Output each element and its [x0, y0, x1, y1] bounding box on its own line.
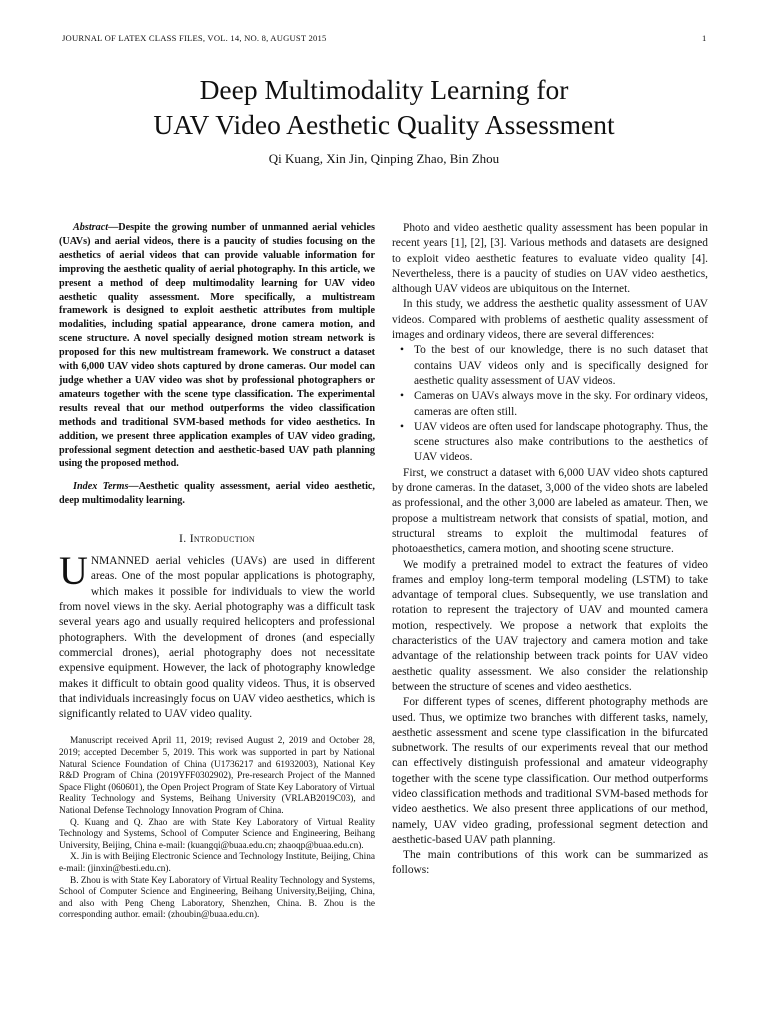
body-paragraph: For different types of scenes, different photography methods are used. Thus, we optimize two branches with different tasks, namely, aesthetic assessment and scene type classification in the bifurcated subnetwork. The results of our experiments reveal that our method can effectively distinguish professional and amateur videography together with the scene type classification. Our method outperforms video classification methods and traditional SVM-based methods for video aesthetics. We also present three applications of our method, namely, UAV video grading, professional segment detection and aesthetic-based UAV path planning.: [392, 696, 708, 846]
paper-title: [0, 72, 768, 142]
left-column: [59, 221, 375, 922]
bullet-icon: •: [400, 344, 404, 357]
running-header: JOURNAL OF LATEX CLASS FILES, VOL. 14, NO. 8, AUGUST 2015: [62, 33, 327, 43]
footnote-affiliation-zhou: B. Zhou is with State Key Laboratory of Virtual Reality Technology and Systems, School of Computer Science and Engineering, Beihang University,Beijing, China, and also with Peng Cheng Laboratory, Shenzhen, China. B. Zhou is the corresponding author. email: (zhoubin@buaa.edu.cn).: [59, 875, 375, 921]
list-item: [392, 343, 708, 389]
introduction-paragraph: [59, 548, 375, 722]
abstract-text: —Despite the growing number of unmanned aerial vehicles (UAVs) and aerial videos, there is a paucity of studies focusing on the aesthetics of aerial videos that can provide valuable information for improving the aesthetic quality of aerial photography. In this article, we present a method of deep multimodality learning for UAV video aesthetic quality assessment. More specifically, a multistream framework is designed to exploit aesthetic attributes from multiple modalities, including spatial appearance, drone camera motion, and scene structure. A novel specially designed motion stream network is proposed for this new multistream framework. We construct a dataset with 6,000 UAV video shots captured by drone cameras. Our model can judge whether a UAV video was shot by professional photographers or amateurs together with the scene type classification. The experimental results reveal that our method outperforms the video classification methods and traditional SVM-based methods for video aesthetics. In addition, we present three application examples of UAV video grading, professional segment detection and aesthetic-based UAV path planning using the proposed method.: [59, 222, 375, 470]
page-number: 1: [702, 33, 707, 43]
body-paragraph: Photo and video aesthetic quality assessment has been popular in recent years [1], [2], [3]. Various methods and datasets are designed to exploit video aesthetic features to evaluate video quality [4]. Nevertheless, there is a paucity of studies on UAV video aesthetics, although UAV videos are ubiquitous on the Internet.: [392, 222, 708, 296]
body-paragraph: The main contributions of this work can be summarized as follows:: [392, 849, 708, 877]
list-item-text: Cameras on UAVs always move in the sky. For ordinary videos, cameras are often still.: [414, 390, 708, 418]
index-terms: [59, 480, 375, 508]
footnote-affiliation-kuang-zhao: Q. Kuang and Q. Zhao are with State Key Laboratory of Virtual Reality Technology and Systems, School of Computer Science and Engineering, Beihang University, Beijing, China e-mail: (kuangqi@buaa.edu.cn; zhaoqp@buaa.edu.cn).: [59, 817, 375, 851]
list-item: [392, 420, 708, 466]
paper-title-line-2: UAV Video Aesthetic Quality Assessment: [153, 109, 615, 140]
list-item-text: To the best of our knowledge, there is no such dataset that contains UAV videos only and is specifically designed for aesthetic quality assessment of UAV videos.: [414, 344, 708, 387]
footnote-manuscript: Manuscript received April 11, 2019; revised August 2, 2019 and October 28, 2019; accepted December 5, 2019. This work was supported in part by National Natural Science Foundation of China (U1736217 and 61932003), National Key R&D Program of China (2019YFF0302902), Pre-research Project of the Manned Space Flight (060601), the Open Project Program of State Key Laboratory of Virtual Reality Technology and Systems, Beihang University (VRLAB2019C03), and National Defense Technology Innovation Program of China.: [59, 736, 375, 816]
section-title: Introduction: [189, 531, 256, 546]
right-column: [392, 221, 708, 879]
introduction-text: NMANNED aerial vehicles (UAVs) are used in different areas. One of the most popular applications is photography, which makes it possible for individuals to view the world from novel views in the sky. Aerial photography was a difficult task several years ago and usually required helicopters and professional photographers. With the development of drones (and especially commercial drones), aerial photography does not necessitate expensive equipment. However, the lack of photography knowledge makes it difficult to obtain good quality videos. Thus, it is observed that individuals increasingly focus on UAV video aesthetics, which is significantly related to UAV video quality.: [59, 555, 375, 721]
footnote-affiliation-jin: X. Jin is with Beijing Electronic Science and Technology Institute, Beijing, China e-mail: (jinxin@besti.edu.cn).: [59, 852, 375, 874]
abstract: [59, 221, 375, 471]
footnotes: [59, 736, 375, 922]
list-item-text: UAV videos are often used for landscape photography. Thus, the scene structures also make contributions to the aesthetics of UAV videos.: [414, 420, 708, 464]
differences-list: [392, 343, 708, 465]
abstract-label: Abstract: [73, 222, 109, 233]
bullet-icon: •: [400, 390, 404, 403]
index-terms-label: Index Terms: [73, 481, 129, 493]
list-item: [392, 389, 708, 420]
section-number: I.: [178, 531, 187, 546]
section-heading-introduction: [59, 531, 375, 546]
body-paragraph: In this study, we address the aesthetic quality assessment of UAV videos. Compared with problems of aesthetic quality assessment of images and ordinary videos, there are several differences:: [392, 298, 708, 342]
paper-title-line-1: Deep Multimodality Learning for: [199, 74, 569, 105]
body-paragraph: First, we construct a dataset with 6,000 UAV video shots captured by drone cameras. In the dataset, 3,000 of the video shots are labeled as professional, and the other 3,000 are labeled as amateur. Then, we propose a multistream network that consists of spatial, motion, and structural streams to exploit the multimodal features of photoaesthetics, camera motion, and shooting scene structure.: [392, 466, 708, 556]
drop-cap: U: [59, 548, 88, 594]
body-paragraph: We modify a pretrained model to extract the features of video frames and employ long-term temporal modeling (LSTM) to take advantage of temporal clues. Subsequently, we use translation and rotation to represent the trajectory of UAV and mounted camera motion, respectively. We propose a network that exploits the characteristics of the UAV trajectory and camera motion and take advantage of the relationship between track points for UAV video aesthetic quality assessment. We also consider the relationship between the structure of scenes and video aesthetics.: [392, 558, 708, 693]
index-terms-text: —Aesthetic quality assessment, aerial video aesthetic, deep multimodality learning.: [59, 481, 375, 507]
bullet-icon: •: [400, 420, 404, 433]
author-list: Qi Kuang, Xin Jin, Qinping Zhao, Bin Zhou: [268, 151, 500, 166]
